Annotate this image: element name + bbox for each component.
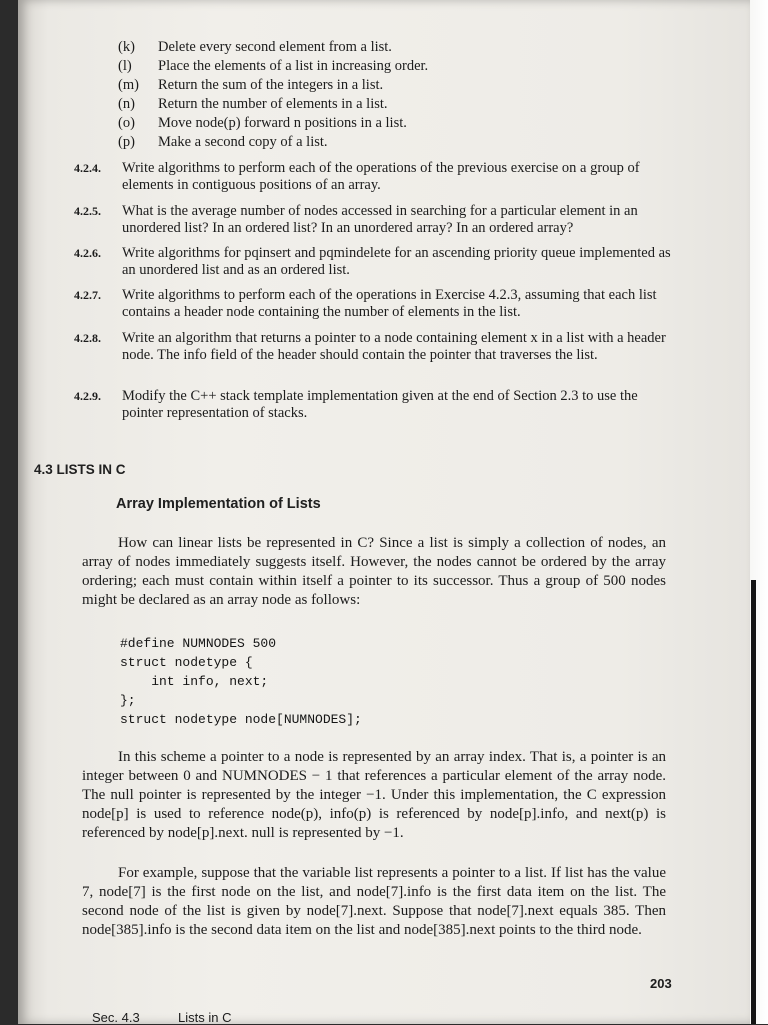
exercise-item-n: [118, 95, 388, 113]
exercise-item-p: [118, 133, 328, 151]
exercise-4-2-8: [74, 330, 674, 364]
paragraph-example: For example, suppose that the variable list represents a pointer to a list. If list has the value 7, node[7] is the first node on the list, and node[7].info is the first data item on the list. The second node of the list is given by node[7].next. Suppose that node[7].next equals 385. Then node[385].info is the second data item on the list and node[385].next points to the third node.: [82, 865, 666, 938]
item-text: Move node(p) forward n positions in a list.: [158, 115, 407, 131]
exercise-number: 4.2.6.: [74, 246, 101, 260]
page-shadow: [751, 580, 756, 1024]
code-line: #define NUMNODES 500: [120, 636, 277, 651]
exercise-4-2-9: [74, 388, 674, 422]
subsection-heading: Array Implementation of Lists: [116, 496, 321, 512]
item-text: Return the number of elements in a list.: [158, 96, 388, 112]
section-heading: 4.3 LISTS IN C: [34, 462, 126, 477]
paragraph-intro: How can linear lists be represented in C? Since a list is simply a collection of nodes, an array of nodes immediately suggests itself. However, the nodes cannot be ordered by the array ordering; each must contain within itself a pointer to its successor. Thus a group of 500 nodes might be declared as an array node as follows:: [82, 535, 666, 608]
exercise-4-2-4: [74, 160, 674, 194]
footer-title: Lists in C: [178, 1010, 232, 1025]
exercise-text: Write algorithms to perform each of the operations in Exercise 4.2.3, assuming that each list contains a header node containing the number of elements in the list.: [122, 287, 657, 320]
exercise-4-2-6: [74, 245, 674, 279]
page-footer: [92, 1010, 231, 1025]
exercise-item-l: [118, 57, 428, 75]
code-line: };: [120, 693, 136, 708]
exercise-text: Write algorithms for pqinsert and pqmindelete for an ascending priority queue implemented as an unordered list and as an ordered list.: [122, 245, 671, 278]
exercise-item-o: [118, 114, 407, 132]
exercise-item-k: [118, 38, 392, 56]
page-content: [18, 0, 750, 1024]
code-block: [120, 634, 362, 729]
exercise-number: 4.2.4.: [74, 161, 101, 175]
item-text: Delete every second element from a list.: [158, 39, 392, 55]
item-label: (m): [118, 77, 139, 93]
item-label: (p): [118, 134, 135, 150]
exercise-number: 4.2.5.: [74, 204, 101, 218]
footer-section: Sec. 4.3: [92, 1010, 140, 1025]
item-text: Place the elements of a list in increasing order.: [158, 58, 429, 74]
code-line: struct nodetype node[NUMNODES];: [120, 712, 362, 727]
exercise-text: Write algorithms to perform each of the operations of the previous exercise on a group of elements in contiguous positions of an array.: [122, 160, 640, 193]
item-label: (n): [118, 96, 135, 112]
exercise-text: What is the average number of nodes accessed in searching for a particular element in an unordered list? In an ordered list? In an unordered array? In an ordered array?: [122, 203, 638, 236]
exercise-4-2-7: [74, 287, 674, 321]
item-text: Make a second copy of a list.: [158, 134, 328, 150]
item-text: Return the sum of the integers in a list.: [158, 77, 384, 93]
book-page: [18, 0, 750, 1024]
item-label: (l): [118, 58, 132, 74]
code-line: int info, next;: [120, 674, 269, 689]
paragraph-pointer-scheme: In this scheme a pointer to a node is represented by an array index. That is, a pointer is an integer between 0 and NUMNODES − 1 that references a particular element of the array node. The null pointer is represented by the integer −1. Under this implementation, the C expression node[p] is used to reference node(p), info(p) is referenced by node[p].info, and next(p) is referenced by node[p].next. null is represented by −1.: [82, 749, 666, 841]
exercise-number: 4.2.8.: [74, 331, 101, 345]
item-label: (o): [118, 115, 135, 131]
exercise-4-2-5: [74, 203, 674, 237]
exercise-number: 4.2.7.: [74, 288, 101, 302]
exercise-item-m: [118, 76, 383, 94]
item-label: (k): [118, 39, 135, 55]
exercise-text: Modify the C++ stack template implementation given at the end of Section 2.3 to use the pointer representation of stacks.: [122, 388, 638, 421]
page-number: 203: [650, 976, 672, 991]
code-line: struct nodetype {: [120, 655, 253, 670]
exercise-number: 4.2.9.: [74, 389, 101, 403]
exercise-text: Write an algorithm that returns a pointer to a node containing element x in a list with a header node. The info field of the header should contain the pointer that traverses the list.: [122, 330, 666, 363]
